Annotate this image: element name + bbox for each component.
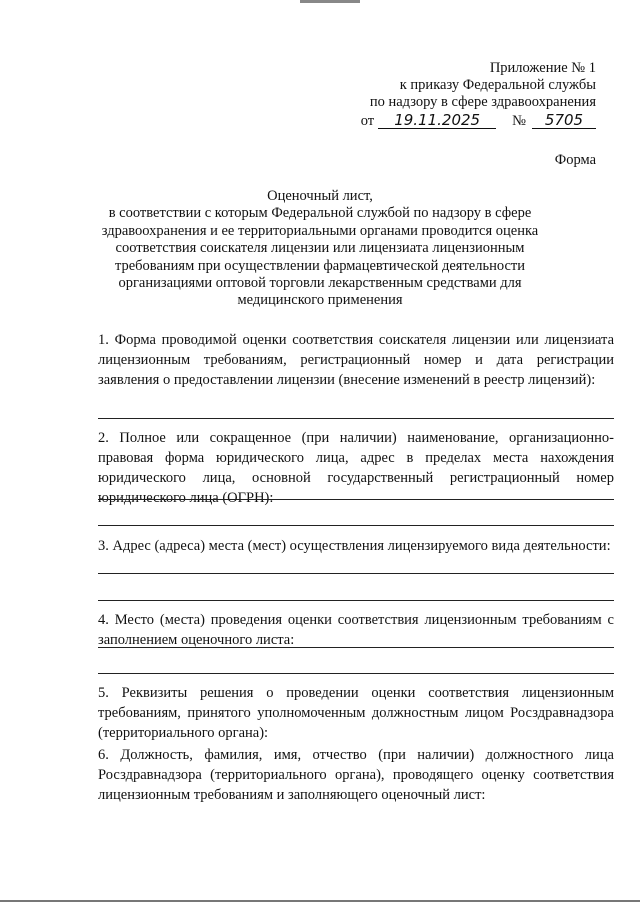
title-line: организациями оптовой торговли лекарственным средствами для: [118, 275, 522, 292]
order-date: 19.11.2025: [378, 112, 496, 129]
title-line: медицинского применения: [237, 292, 403, 309]
scan-mark: [300, 0, 360, 3]
fill-line: [98, 600, 614, 601]
fill-line: [98, 647, 614, 648]
section-4-text: 4. Место (места) проведения оценки соответствия лицензионным требованиям с заполнением оценочного листа:: [98, 612, 614, 648]
document-title: [96, 188, 544, 310]
title-line: здравоохранения и ее территориальными органами проводится оценка: [101, 222, 539, 239]
section-3-text: 3. Адрес (адреса) места (мест) осуществления лицензируемого вида деятельности:: [98, 538, 611, 554]
section-5: [98, 683, 614, 743]
section-6: [98, 745, 614, 805]
section-5-text: 5. Реквизиты решения о проведении оценки соответствия лицензионным требованиям, принятого уполномоченным должностным лицом Росздравнадзора (территориального органа):: [98, 685, 614, 741]
order-date-number: [336, 112, 596, 130]
section-6-text: 6. Должность, фамилия, имя, отчество (при наличии) должностного лица Росздравнадзора (территориального органа), проводящего оценку соответствия лицензионным требованиям и заполняющего оценочный лист:: [98, 747, 614, 803]
section-2: [98, 428, 614, 508]
order-number: 5705: [532, 112, 596, 129]
date-prefix: от: [360, 113, 375, 129]
fill-line: [98, 499, 614, 500]
fill-line: [98, 525, 614, 526]
fill-line: [98, 673, 614, 674]
title-line: требованиям при осуществлении фармацевтической деятельности: [114, 257, 525, 274]
section-1-text: 1. Форма проводимой оценки соответствия соискателя лицензии или лицензиата лицензионным требованиям, регистрационный номер и дата регистрации заявления о предоставлении лицензии (внесение изменений в реестр лицензий):: [98, 332, 614, 388]
attachment-header: [336, 60, 596, 130]
section-2-text: 2. Полное или сокращенное (при наличии) наименование, организационно-правовая форма юридического лица, адрес в пределах места нахождения юридического лица, основной государственный регистрационный номер юридического лица (ОГРН):: [98, 430, 614, 506]
agency-name: по надзору в сфере здравоохранения: [369, 94, 596, 110]
title-line: в соответствии с которым Федеральной службой по надзору в сфере: [108, 205, 532, 222]
section-3: [98, 536, 614, 556]
attachment-label: Приложение № 1: [489, 60, 596, 76]
title-line: Оценочный лист,: [267, 188, 373, 204]
section-1: [98, 330, 614, 390]
number-prefix: №: [512, 113, 526, 129]
section-4: [98, 610, 614, 650]
form-label: Форма: [554, 152, 596, 168]
fill-line: [98, 418, 614, 419]
order-reference: к приказу Федеральной службы: [399, 77, 596, 93]
title-line: соответствия соискателя лицензии или лицензиата лицензионным: [115, 240, 525, 257]
fill-line: [98, 573, 614, 574]
